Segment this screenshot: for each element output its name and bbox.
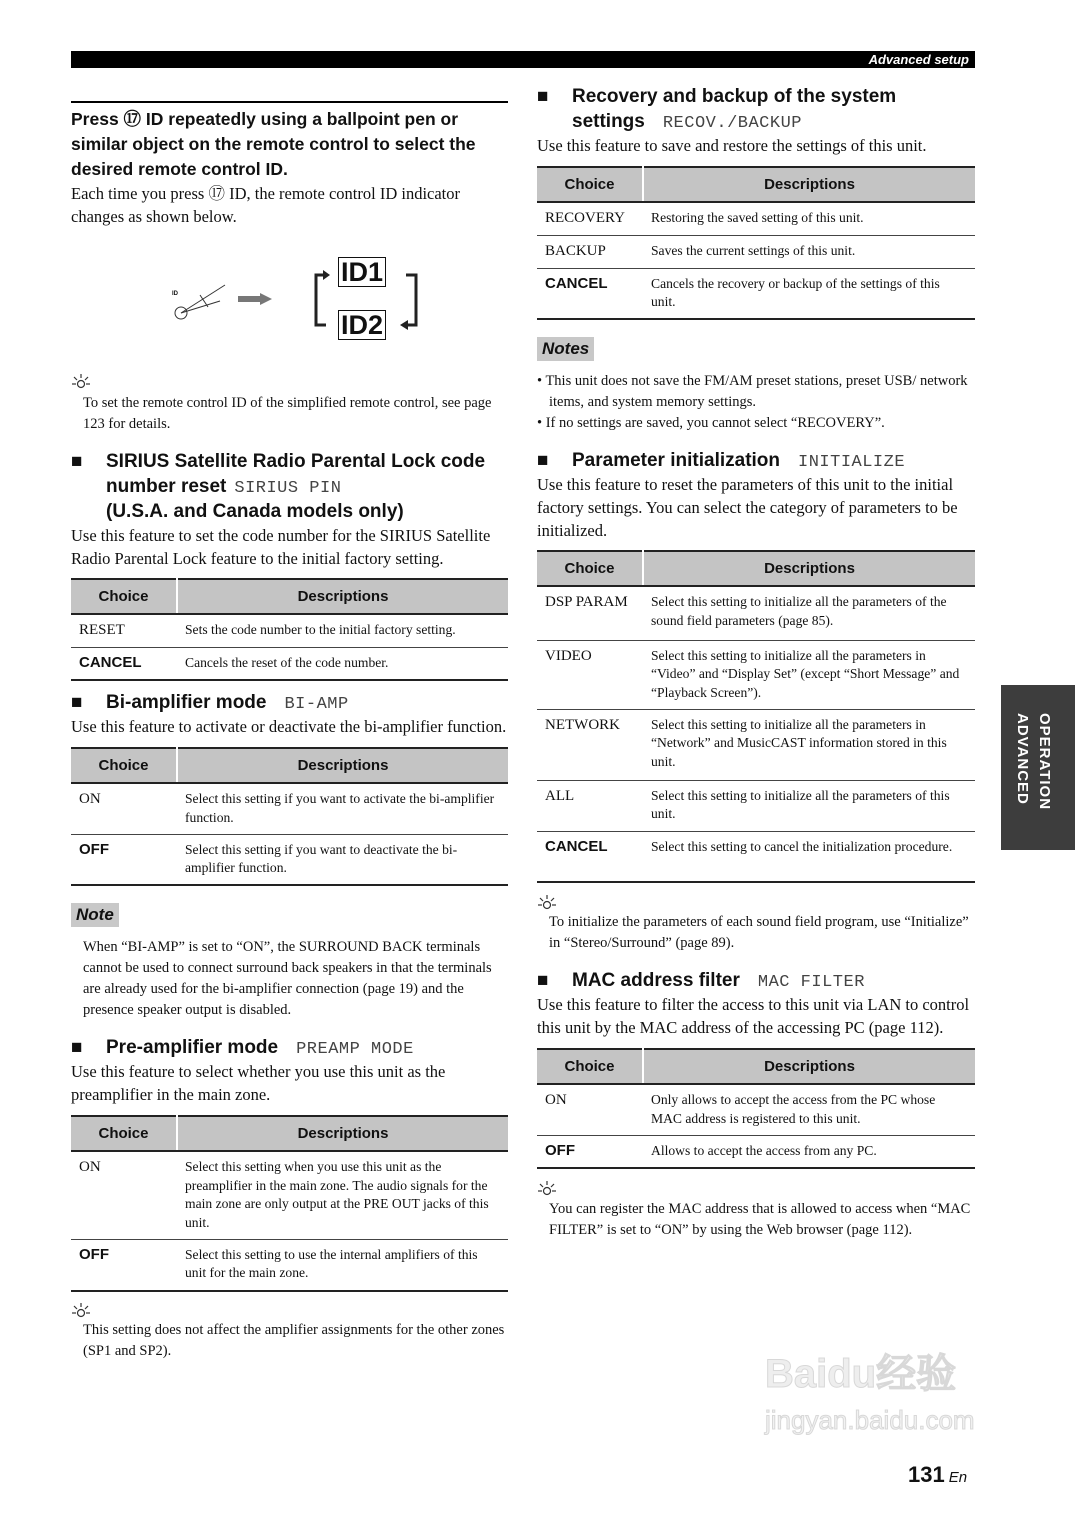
table-cell: VIDEO xyxy=(537,640,643,709)
table-cell: Sets the code number to the initial factory setting. xyxy=(177,614,508,647)
column-header: Descriptions xyxy=(643,551,975,586)
table-row xyxy=(537,1084,975,1135)
table-cell: RESET xyxy=(71,614,177,647)
table-row xyxy=(71,647,508,680)
table-cell: ALL xyxy=(537,780,643,831)
table-row xyxy=(71,783,508,834)
table-cell: Only allows to accept the access from the PC whose MAC address is registered to this unit. xyxy=(643,1084,975,1135)
table-cell: Saves the current settings of this unit. xyxy=(643,235,975,268)
table-cell: BACKUP xyxy=(537,235,643,268)
preamp-description: Use this feature to select whether you use this unit as the preamplifier in the main zone. xyxy=(71,1062,446,1104)
table-row xyxy=(71,1116,508,1151)
tip-text: To set the remote control ID of the simplified remote control, see page 123 for details. xyxy=(83,395,492,432)
table-cell: Select this setting when you use this unit as the preamplifier in the main zone. The audio signals for the main zone are only output at the PRE OUT jacks of this unit. xyxy=(177,1151,508,1239)
tip-text: This setting does not affect the amplifier assignments for the other zones (SP1 and SP2). xyxy=(83,1322,505,1359)
table-row xyxy=(537,780,975,831)
table-row xyxy=(537,640,975,709)
table-cell: CANCEL xyxy=(71,647,177,680)
column-header: Descriptions xyxy=(643,167,975,202)
recovery-description: Use this feature to save and restore the settings of this unit. xyxy=(537,136,927,155)
column-header: Choice xyxy=(71,748,177,783)
column-header: Descriptions xyxy=(177,579,508,614)
table-cell: DSP PARAM xyxy=(537,586,643,640)
table-row xyxy=(71,614,508,647)
section-heading-sirius: ■ SIRIUS Satellite Radio Parental Lock code number reset SIRIUS PIN (U.S.A. and Canada models only) xyxy=(71,451,486,522)
table-cell: CANCEL xyxy=(537,831,643,882)
mac-description: Use this feature to filter the access to this unit via LAN to control this unit by the MAC address of the accessing PC (page 112). xyxy=(537,995,970,1037)
recovery-table xyxy=(537,166,975,320)
table-cell: Select this setting to initialize all the parameters of this unit. xyxy=(643,780,975,831)
table-cell: RECOVERY xyxy=(537,202,643,235)
table-cell: Cancels the recovery or backup of the settings of this unit. xyxy=(643,268,975,319)
biamp-table xyxy=(71,747,508,886)
init-description: Use this feature to reset the parameters of this unit to the initial factory settings. You can select the category of parameters to be initialized. xyxy=(537,475,958,540)
column-header: Descriptions xyxy=(177,1116,508,1151)
divider xyxy=(71,101,508,103)
list-item: • This unit does not save the FM/AM preset stations, preset USB/ network items, and system memory settings. xyxy=(537,373,968,410)
biamp-description: Use this feature to activate or deactivate the bi-amplifier function. xyxy=(71,717,507,736)
note-label: Note xyxy=(71,903,508,927)
table-row xyxy=(71,1151,508,1239)
table-cell: Select this setting to initialize all the parameters of the sound field parameters (page 85). xyxy=(643,586,975,640)
table-row xyxy=(71,579,508,614)
id-button-label: ID xyxy=(172,291,178,297)
pen-and-arrow-icon xyxy=(170,255,430,345)
section-header-bar xyxy=(71,51,975,68)
table-row xyxy=(71,834,508,885)
column-header: Descriptions xyxy=(177,748,508,783)
preamp-table xyxy=(71,1115,508,1292)
init-table xyxy=(537,550,975,883)
table-cell: ON xyxy=(71,783,177,834)
mac-table xyxy=(537,1048,975,1169)
tip-icon xyxy=(537,1180,557,1196)
notes-label: Notes xyxy=(537,337,975,361)
table-row xyxy=(537,202,975,235)
table-cell: CANCEL xyxy=(537,268,643,319)
column-header: Choice xyxy=(71,579,177,614)
section-heading-biamp: ■ Bi-amplifier mode BI-AMP xyxy=(71,692,349,714)
table-cell: Restoring the saved setting of this unit. xyxy=(643,202,975,235)
section-title: Advanced setup xyxy=(868,52,969,67)
column-header: Choice xyxy=(537,551,643,586)
table-cell: Select this setting to use the internal amplifiers of this unit for the main zone. xyxy=(177,1239,508,1291)
page-number: 131 En xyxy=(908,1462,968,1487)
baidu-watermark-url: jingyan.baidu.com xyxy=(765,1405,975,1435)
table-row xyxy=(537,586,975,640)
table-row xyxy=(537,235,975,268)
table-cell: NETWORK xyxy=(537,709,643,780)
step-body: Each time you press ⑰ ID, the remote control ID indicator changes as shown below. xyxy=(71,184,461,226)
table-row xyxy=(71,1239,508,1291)
section-heading-init: ■ Parameter initialization INITIALIZE xyxy=(537,450,906,472)
notes-list xyxy=(537,371,975,434)
table-row xyxy=(537,268,975,319)
id1-indicator: ID1 xyxy=(338,257,386,287)
table-cell: Select this setting to cancel the initialization procedure. xyxy=(643,831,975,882)
tip-icon xyxy=(537,894,557,910)
table-cell: Cancels the reset of the code number. xyxy=(177,647,508,680)
table-row xyxy=(537,1135,975,1168)
table-cell: Select this setting if you want to activate the bi-amplifier function. xyxy=(177,783,508,834)
table-cell: ON xyxy=(537,1084,643,1135)
id-diagram xyxy=(170,255,430,345)
table-cell: OFF xyxy=(71,834,177,885)
table-cell: Allows to accept the access from any PC. xyxy=(643,1135,975,1168)
sirius-description: Use this feature to set the code number for the SIRIUS Satellite Radio Parental Lock feature to the initial factory setting. xyxy=(71,526,491,568)
section-heading-mac: ■ MAC address filter MAC FILTER xyxy=(537,970,865,992)
list-item: • If no settings are saved, you cannot select “RECOVERY”. xyxy=(537,415,885,431)
sirius-table xyxy=(71,578,508,681)
table-row xyxy=(537,831,975,882)
table-cell: ON xyxy=(71,1151,177,1239)
tip-icon xyxy=(71,1302,91,1318)
table-row xyxy=(537,1049,975,1084)
column-header: Choice xyxy=(71,1116,177,1151)
note-text: When “BI-AMP” is set to “ON”, the SURROUND BACK terminals cannot be used to connect surround back speakers in that the terminals are already used for the bi-amplifier connection (page 19) and the presence speaker output is disabled. xyxy=(83,939,492,1018)
tip-text: You can register the MAC address that is allowed to access when “MAC FILTER” is set to “ON” by using the Web browser (page 112). xyxy=(549,1201,971,1238)
table-row xyxy=(537,709,975,780)
table-cell: Select this setting to initialize all the parameters in “Video” and “Display Set” (except “Short Message” and “Playback Screen”). xyxy=(643,640,975,709)
tip-icon xyxy=(71,373,91,389)
column-header: Choice xyxy=(537,1049,643,1084)
section-heading-recovery: ■ Recovery and backup of the system settings RECOV./BACKUP xyxy=(537,86,897,133)
table-row xyxy=(71,748,508,783)
side-tab-advanced-operation: OPERATION ADVANCED xyxy=(1001,685,1075,850)
table-cell: Select this setting to initialize all the parameters in “Network” and MusicCAST information stored in this unit. xyxy=(643,709,975,780)
step-heading: Press ⑰ ID repeatedly using a ballpoint pen or similar object on the remote control to select the desired remote control ID. xyxy=(71,109,476,179)
baidu-watermark-logo: Baidu经验 xyxy=(765,1352,957,1396)
left-column xyxy=(71,101,508,1362)
table-cell: OFF xyxy=(537,1135,643,1168)
table-row xyxy=(537,551,975,586)
right-column xyxy=(537,84,975,1241)
tip-text: To initialize the parameters of each sound field program, use “Initialize” in “Stereo/Surround” (page 89). xyxy=(549,914,969,951)
column-header: Choice xyxy=(537,167,643,202)
id2-indicator: ID2 xyxy=(338,310,386,340)
table-cell: Select this setting if you want to deactivate the bi-amplifier function. xyxy=(177,834,508,885)
column-header: Descriptions xyxy=(643,1049,975,1084)
table-row xyxy=(537,167,975,202)
section-heading-preamp: ■ Pre-amplifier mode PREAMP MODE xyxy=(71,1037,414,1059)
table-cell: OFF xyxy=(71,1239,177,1291)
